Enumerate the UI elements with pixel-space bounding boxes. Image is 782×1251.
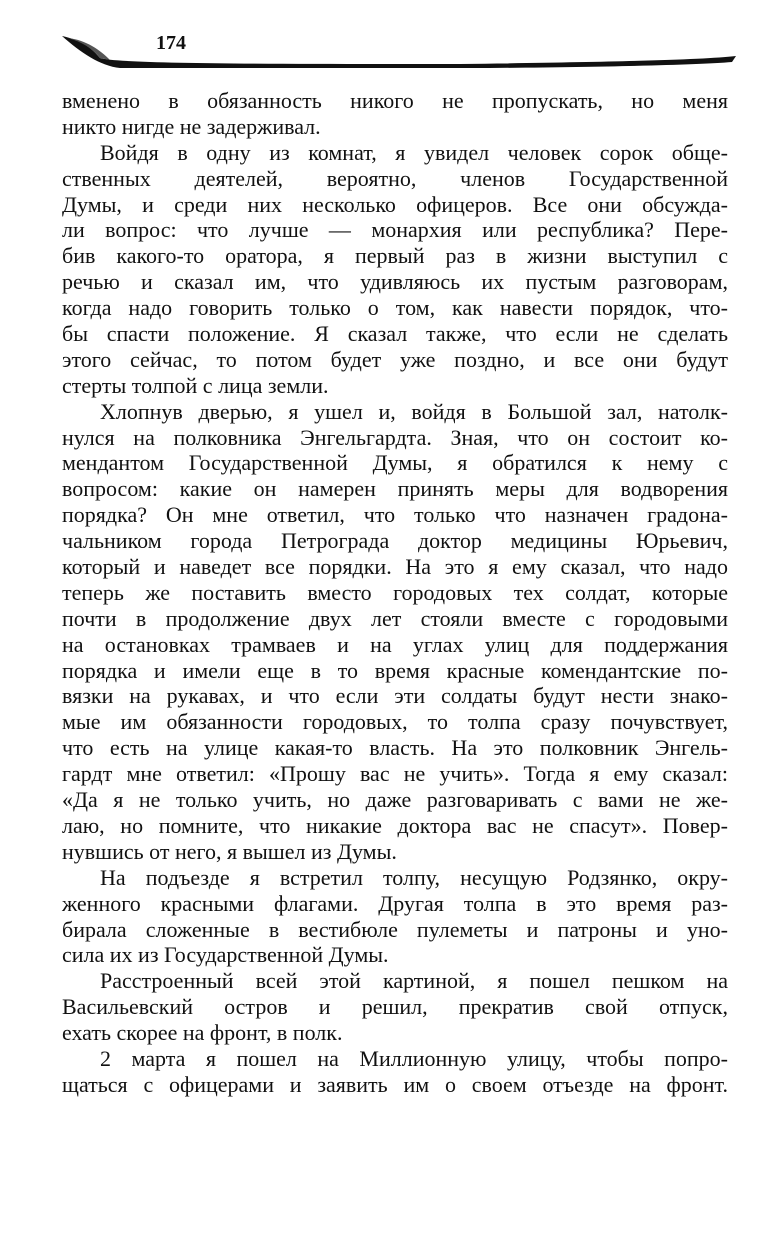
text-line: что есть на улице какая-то власть. На это полковник Энгель-: [62, 735, 728, 761]
paragraph: [62, 140, 728, 399]
text-line: порядка? Он мне ответил, что только что назначен градона-: [62, 502, 728, 528]
text-line: Войдя в одну из комнат, я увидел человек сорок обще-: [100, 139, 728, 165]
text-line: нувшись от него, я вышел из Думы.: [62, 838, 397, 864]
text-line: никто нигде не задерживал.: [62, 113, 321, 139]
text-line: Расстроенный всей этой картиной, я пошел пешком на: [100, 968, 728, 994]
text-line: который и наведет все порядки. На это я ему сказал, что надо: [62, 554, 728, 580]
text-line: гардт мне ответил: «Прошу вас не учить». Тогда я ему сказал:: [62, 761, 728, 787]
text-line: Думы, и среди них несколько офицеров. Все они обсужда-: [62, 191, 728, 217]
text-line: На подъезде я встретил толпу, несущую Родзянко, окру-: [100, 864, 728, 890]
page-body: [62, 88, 728, 1098]
text-line: бирала сложенные в вестибюле пулеметы и патроны и уно-: [62, 916, 728, 942]
paragraph: [62, 88, 728, 140]
text-line: вменено в обязанность никого не пропускать, но меня: [62, 88, 728, 113]
text-line: вязки на рукавах, и что если эти солдаты будут нести знако-: [62, 683, 728, 709]
text-line: стерты толпой с лица земли.: [62, 372, 329, 398]
text-line: нулся на полковника Энгельгардта. Зная, что он состоит ко-: [62, 424, 728, 450]
paragraph: [62, 865, 728, 969]
page-number: 174: [156, 32, 186, 54]
paragraph: [62, 399, 728, 865]
text-line: ехать скорее на фронт, в полк.: [62, 1020, 343, 1046]
text-line: лаю, но помните, что никакие доктора вас не спасут». Повер-: [62, 812, 728, 838]
text-line: ли вопрос: что лучше — монархия или республика? Пере-: [62, 217, 728, 243]
text-line: бы спасти положение. Я сказал также, что если не сделать: [62, 321, 728, 347]
text-line: 2 марта я пошел на Миллионную улицу, чтобы попро-: [100, 1045, 728, 1071]
running-header: [60, 28, 740, 68]
text-line: щаться с офицерами и заявить им о своем отъезде на фронт.: [62, 1071, 728, 1097]
text-line: Васильевский остров и решил, прекратив свой отпуск,: [62, 994, 728, 1020]
text-line: теперь же поставить вместо городовых тех солдат, которые: [62, 579, 728, 605]
text-line: когда надо говорить только о том, как навести порядок, что-: [62, 295, 728, 321]
text-line: этого сейчас, то потом будет уже поздно, и все они будут: [62, 346, 728, 372]
text-line: чальником города Петрограда доктор медицины Юрьевич,: [62, 528, 728, 554]
paragraph: [62, 1046, 728, 1098]
text-line: вопросом: какие он намерен принять меры для водворения: [62, 476, 728, 502]
text-line: мые им обязанности городовых, то толпа сразу почувствует,: [62, 709, 728, 735]
text-line: на остановках трамваев и на углах улиц для поддержания: [62, 631, 728, 657]
paragraph: [62, 968, 728, 1046]
text-line: ственных деятелей, вероятно, членов Государственной: [62, 165, 728, 191]
text-line: речью и сказал им, что удивляюсь их пустым разговорам,: [62, 269, 728, 295]
text-line: почти в продолжение двух лет стояли вместе с городовыми: [62, 605, 728, 631]
text-line: Хлопнув дверью, я ушел и, войдя в Большой зал, натолк-: [100, 398, 728, 424]
text-line: сила их из Государственной Думы.: [62, 942, 389, 968]
text-line: женного красными флагами. Другая толпа в это время раз-: [62, 890, 728, 916]
text-line: «Да я не только учить, но даже разговаривать с вами не же-: [62, 787, 728, 813]
text-line: порядка и имели еще в то время красные комендантские по-: [62, 657, 728, 683]
text-line: мендантом Государственной Думы, я обратился к нему с: [62, 450, 728, 476]
text-line: бив какого-то оратора, я первый раз в жизни выступил с: [62, 243, 728, 269]
